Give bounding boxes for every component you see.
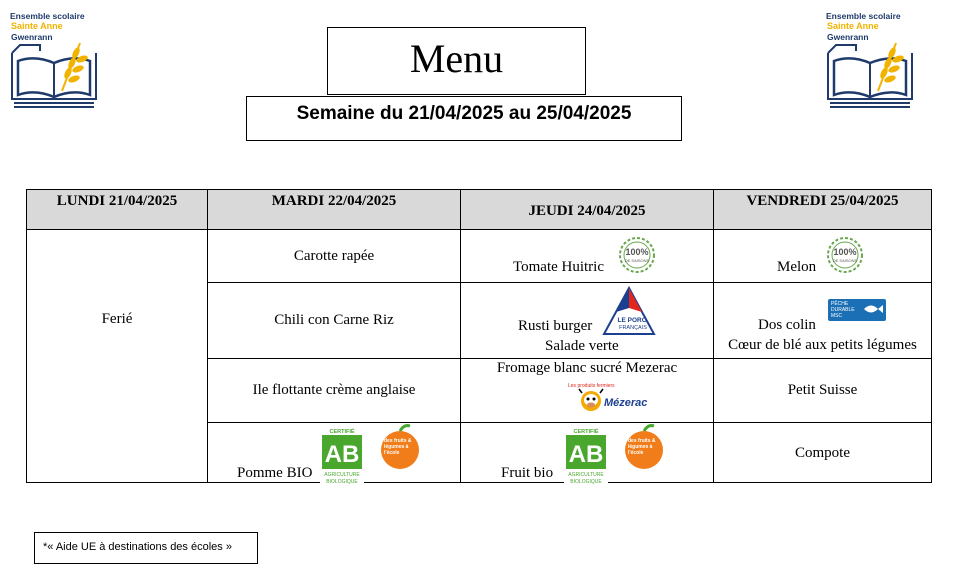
seasonal-text: DE SAISONS	[832, 258, 858, 263]
lundi-ferie: Ferié	[101, 311, 133, 327]
vendredi-entree: Melon	[777, 259, 817, 275]
book-wheat-icon	[10, 41, 98, 111]
school-logo-left	[10, 11, 100, 113]
msc-line1: PÊCHE	[831, 301, 849, 307]
fish-icon	[862, 302, 884, 316]
seasonal-badge-icon	[618, 236, 656, 274]
page-title: Menu	[327, 27, 586, 95]
ab-bottom1: AGRICULTURE	[324, 472, 360, 478]
footnote: *« Aide UE à destinations des écoles »	[34, 532, 258, 564]
mezerac-arc: Les produits fermiers	[568, 383, 615, 389]
vendredi-laitage: Petit Suisse	[787, 382, 858, 398]
fruit-text: des fruits & légumes à l'école	[384, 438, 412, 456]
ab-bottom2: BIOLOGIQUE	[570, 479, 602, 485]
fruit-text: des fruits & légumes à l'école	[628, 438, 656, 456]
ab-bottom1: AGRICULTURE	[568, 472, 604, 478]
seasonal-pct: 100%	[833, 247, 857, 257]
mardi-fruit: Pomme BIO	[237, 465, 313, 481]
ab-bottom2: BIOLOGIQUE	[326, 479, 358, 485]
fruits-ecole-icon	[618, 422, 664, 472]
mardi-plat: Chili con Carne Riz	[274, 312, 394, 328]
ab-bio-icon	[564, 427, 608, 485]
porc-francais-icon	[602, 286, 656, 336]
school-logo-right	[826, 11, 916, 113]
vendredi-dessert: Compote	[795, 445, 850, 461]
mardi-entree: Carotte rapée	[293, 248, 375, 264]
header-vendredi: VENDREDI 25/04/2025	[713, 189, 932, 230]
logo-line2: Sainte Anne	[827, 21, 879, 31]
vendredi-plat1: Dos colin	[758, 317, 816, 333]
msc-line3: MSC	[831, 313, 843, 319]
msc-line2: DURABLE	[831, 307, 855, 313]
jeudi-dessert1: Fromage blanc sucré Mezerac	[496, 360, 678, 376]
week-range: Semaine du 21/04/2025 au 25/04/2025	[246, 96, 682, 141]
jeudi-plat1: Rusti burger	[518, 318, 593, 334]
logo-line1: Ensemble scolaire	[10, 11, 85, 21]
seasonal-text: DE SAISONS	[624, 258, 650, 263]
header-lundi: LUNDI 21/04/2025	[26, 189, 208, 230]
vendredi-plat2: Cœur de blé aux petits légumes	[728, 337, 917, 353]
header-mardi: MARDI 22/04/2025	[207, 189, 461, 230]
menu-table	[26, 189, 932, 483]
seasonal-badge-icon	[826, 236, 864, 274]
logo-line3: Gwenrann	[827, 32, 869, 42]
header-jeudi: JEUDI 24/04/2025	[460, 189, 714, 230]
logo-line3: Gwenrann	[11, 32, 53, 42]
porc-line2: FRANÇAIS	[619, 325, 647, 331]
seasonal-pct: 100%	[625, 247, 649, 257]
porc-line1: LE PORC	[617, 317, 647, 324]
ab-letters: AB	[568, 441, 604, 468]
jeudi-dessert2: Fruit bio	[501, 465, 554, 481]
mardi-dessert: Ile flottante crème anglaise	[252, 382, 416, 398]
logo-line2: Sainte Anne	[11, 21, 63, 31]
mezerac-name: Mézerac	[604, 397, 648, 409]
ab-letters: AB	[324, 441, 360, 468]
ab-top: CERTIFIÉ	[573, 429, 599, 435]
fruits-ecole-icon	[374, 422, 420, 472]
jeudi-entree: Tomate Huitric	[513, 259, 605, 275]
ab-bio-icon	[320, 427, 364, 485]
ab-top: CERTIFIÉ	[329, 429, 355, 435]
logo-line1: Ensemble scolaire	[826, 11, 901, 21]
jeudi-plat2: Salade verte	[545, 338, 619, 354]
mezerac-logo-icon	[564, 375, 656, 421]
book-wheat-icon	[826, 41, 914, 111]
